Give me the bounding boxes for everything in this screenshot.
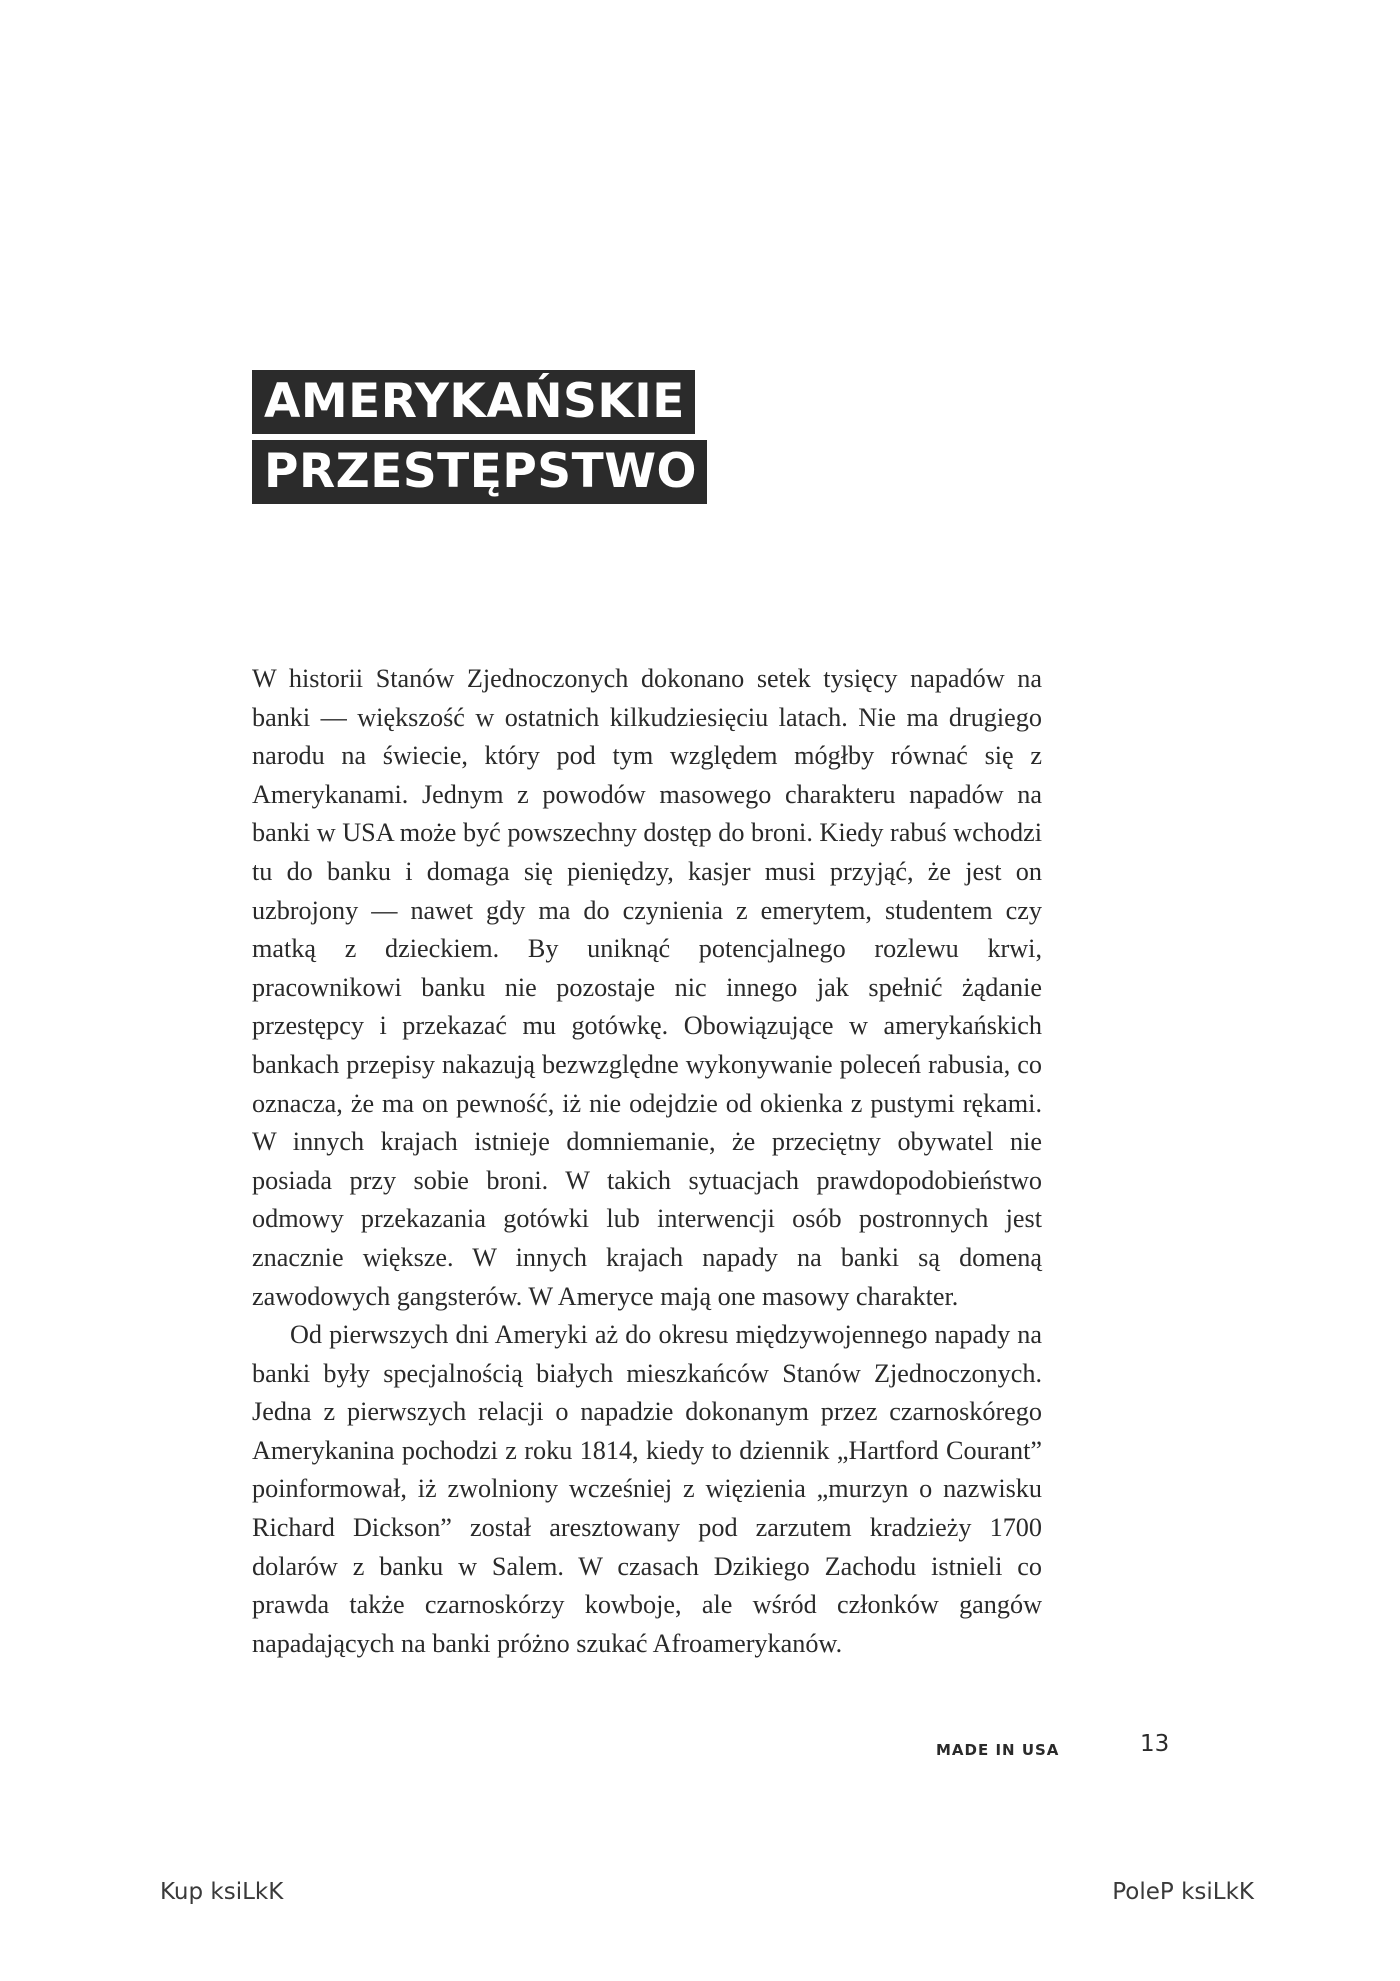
- paragraph-1: W historii Stanów Zjednoczonych dokonano setek tysięcy napadów na banki — większość w ostatnich kilkudziesięciu latach. Nie ma drugiego narodu na świecie, który pod tym względem mógłby równać się z Amerykanami. Jednym z powodów masowego charakteru napadów na banki w USA może być powszechny dostęp do broni. Kiedy rabuś wchodzi tu do banku i domaga się pieniędzy, kasjer musi przyjąć, że jest on uzbrojony — nawet gdy ma do czynienia z emerytem, studentem czy matką z dzieckiem. By uniknąć potencjalnego rozlewu krwi, pracownikowi banku nie pozostaje nic innego jak spełnić żądanie przestępcy i przekazać mu gotówkę. Obowiązujące w amerykańskich bankach przepisy nakazują bezwzględne wykonywanie poleceń rabusia, co oznacza, że ma on pewność, iż nie odejdzie od okienka z pustymi rękami. W innych krajach istnieje domniemanie, że przeciętny obywatel nie posiada przy sobie broni. W takich sytuacjach prawdopodobieństwo odmowy przekazania gotówki lub interwencji osób postronnych jest znacznie większe. W innych krajach napady na banki są domeną zawodowych gangsterów. W Ameryce mają one masowy charakter.: [252, 664, 1042, 1311]
- chapter-title-line-2: PRZESTĘPSTWO: [252, 440, 707, 504]
- recommend-book-link[interactable]: PoleP ksiLkK: [1112, 1879, 1254, 1905]
- running-head: MADE IN USA: [936, 1741, 1060, 1759]
- page-number: 13: [1140, 1731, 1170, 1757]
- chapter-title: [252, 370, 707, 504]
- buy-book-link[interactable]: Kup ksiLkK: [160, 1879, 284, 1905]
- body-text: [252, 660, 1042, 1663]
- paragraph-2: Od pierwszych dni Ameryki aż do okresu międzywojennego napady na banki były specjalnością białych mieszkańców Stanów Zjednoczonych. Jedna z pierwszych relacji o napadzie dokonanym przez czarnoskórego Amerykanina pochodzi z roku 1814, kiedy to dziennik „Hartford Courant” poinformował, iż zwolniony wcześniej z więzienia „murzyn o nazwisku Richard Dickson” został aresztowany pod zarzutem kradzieży 1700 dolarów z banku w Salem. W czasach Dzikiego Zachodu istnieli co prawda także czarnoskórzy kowboje, ale wśród członków gangów napadających na banki próżno szukać Afroamerykanów.: [252, 1320, 1042, 1658]
- chapter-title-line-1: AMERYKAŃSKIE: [252, 370, 695, 434]
